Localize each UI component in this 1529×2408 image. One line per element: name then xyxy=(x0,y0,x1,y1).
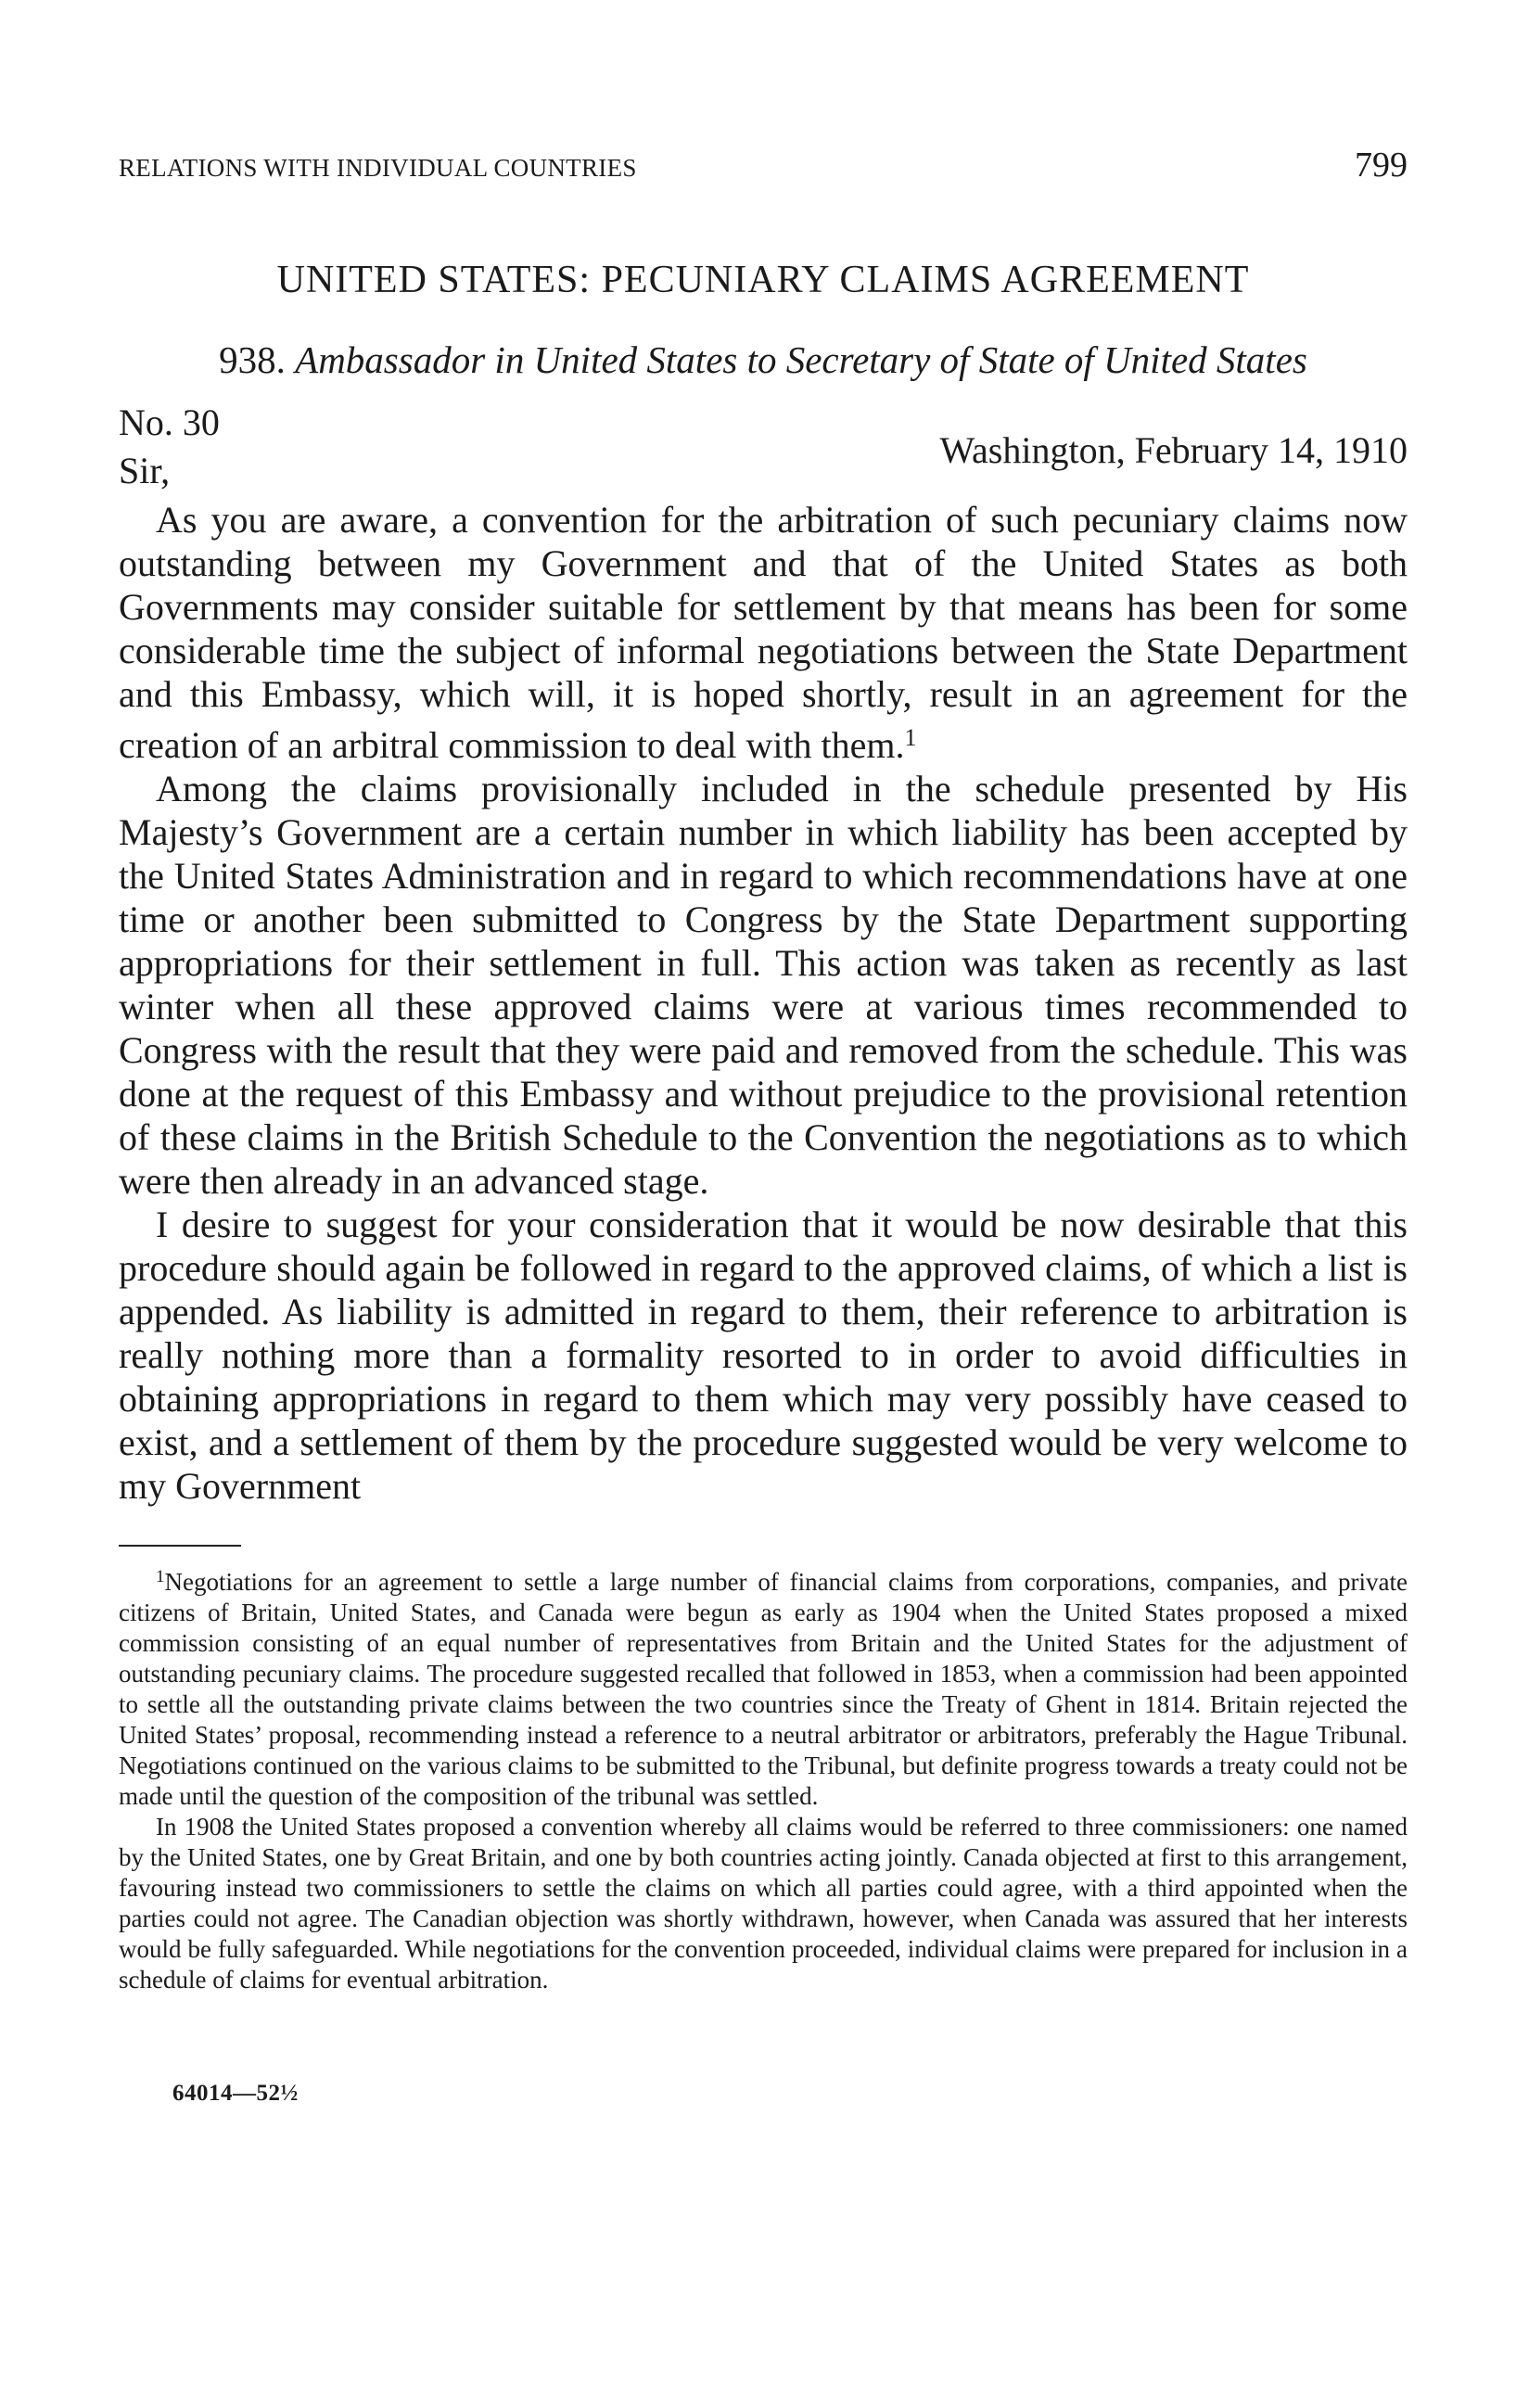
place-date: Washington, February 14, 1910 xyxy=(939,429,1408,471)
footnote-text: Negotiations for an agreement to settle a large number of financial claims from corporations, companies, and private citizens of Britain, United States, and Canada were begun as early as 1904 when the United States proposed a mixed commission consisting of an equal number of representatives from Britain and the United States for the adjustment of outstanding pecuniary claims. The procedure suggested recalled that followed in 1853, when a commission had been appointed to settle all the outstanding private claims between the two countries since the Treaty of Ghent in 1814. Britain rejected the United States’ proposal, recommending instead a reference to a neutral arbitrator or arbitrators, preferably the Hague Tribunal. Negotiations continued on the various claims to be submitted to the Tribunal, but definite progress towards a treaty could not be made until the question of the composition of the tribunal was settled. xyxy=(119,1568,1408,1810)
reference-row xyxy=(119,401,1408,498)
document-description: Ambassador in United States to Secretary of State of United States xyxy=(295,338,1307,381)
footnote-continued: In 1908 the United States proposed a convention whereby all claims would be referred to three commissioners: one named by the United States, one by Great Britain, and one by both countries acting jointly. Canada objected at first to this arrangement, favouring instead two commissioners to settle the claims on which all parties could agree, with a third appointed when the parties could not agree. The Canadian objection was shortly withdrawn, however, when Canada was assured that her interests would be fully safeguarded. While negotiations for the convention proceeded, individual claims were prepared for inclusion in a schedule of claims for eventual arbitration. xyxy=(119,1813,1408,1994)
body-paragraph: Among the claims provisionally included in the schedule presented by His Majesty’s Government are a certain number in which liability has been accepted by the United States Administration and in regard to which recommendations have at one time or another been submitted to Congress by the State Department supporting appropriations for their settlement in full. This action was taken as recently as last winter when all these approved claims were at various times recommended to Congress with the result that they were paid and removed from the schedule. This was done at the request of this Embassy and without prejudice to the provisional retention of these claims in the British Schedule to the Convention the negotiations as to which were then already in an advanced stage. xyxy=(119,768,1408,1202)
section-title: UNITED STATES: PECUNIARY CLAIMS AGREEMENT xyxy=(276,259,1250,301)
footnote xyxy=(119,1561,1408,1812)
footnote-reference: 1 xyxy=(904,724,917,751)
paragraph-text: As you are aware, a convention for the arbitration of such pecuniary claims now outstanding between my Government and that of the United States as both Governments may consider suitable for settlement by that means has been for some considerable time the subject of informal negotiations between the State Department and this Embassy, which will, it is hoped shortly, result in an agreement for the creation of an arbitral commission to deal with them. xyxy=(119,499,1408,766)
letter-body xyxy=(119,498,1408,1508)
footnotes xyxy=(119,1561,1408,1995)
footnote-mark: 1 xyxy=(156,1567,165,1586)
salutation: Sir, xyxy=(119,450,171,491)
running-head xyxy=(119,139,1408,195)
reference-number: No. 30 xyxy=(119,401,220,443)
document-number: 938. xyxy=(219,338,286,381)
footnote-divider xyxy=(119,1545,241,1547)
document-page xyxy=(119,139,1408,2107)
body-paragraph xyxy=(119,498,1408,767)
document-heading xyxy=(119,338,1408,382)
print-code: 64014—52½ xyxy=(172,2081,299,2106)
body-paragraph: I desire to suggest for your consideration that it would be now desirable that this procedure should again be followed in regard to the approved claims, of which a list is appended. As liability is admitted in regard to them, their reference to arbitration is really nothing more than a formality resorted to in order to avoid difficulties in obtaining appropriations in regard to them which may very possibly have ceased to exist, and a settlement of them by the procedure suggested would be very welcome to my Government xyxy=(119,1204,1408,1507)
page-number: 799 xyxy=(1355,146,1408,185)
running-head-title: RELATIONS WITH INDIVIDUAL COUNTRIES xyxy=(119,154,637,182)
